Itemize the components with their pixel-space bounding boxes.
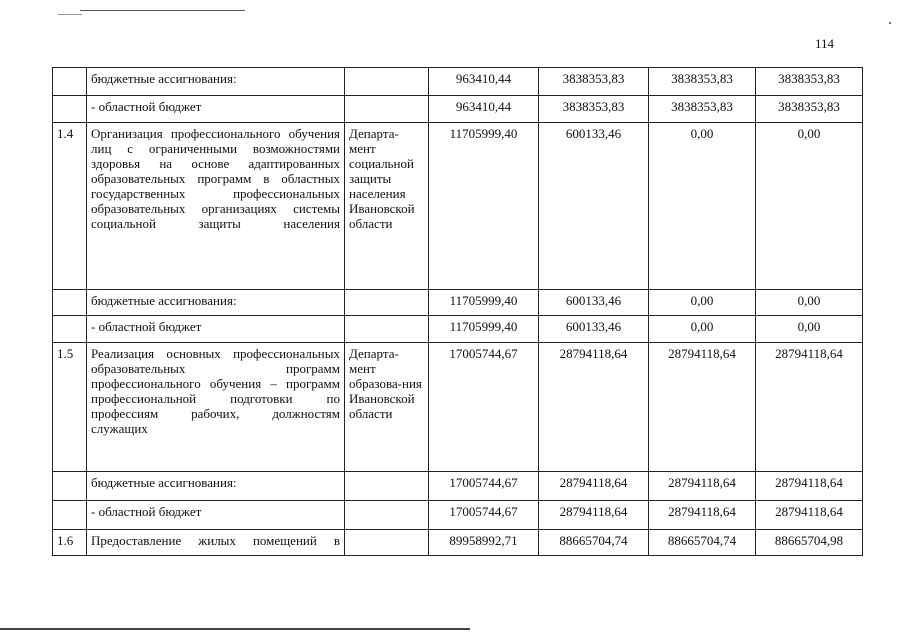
row-value-2: 28794118,64 (539, 472, 649, 501)
table-row (53, 472, 863, 501)
row-name: - областной бюджет (87, 316, 345, 343)
row-value-4: 28794118,64 (756, 343, 863, 472)
row-value-3: 0,00 (649, 316, 756, 343)
row-department (345, 316, 429, 343)
scan-mark (58, 14, 82, 15)
scan-mark (0, 628, 470, 630)
row-department (345, 472, 429, 501)
row-value-4: 3838353,83 (756, 68, 863, 96)
row-value-3: 88665704,74 (649, 530, 756, 556)
table-row (53, 343, 863, 472)
row-value-3: 28794118,64 (649, 501, 756, 530)
row-index (53, 501, 87, 530)
row-department: Департа-мент образова-ния Ивановской области (345, 343, 429, 472)
row-value-2: 28794118,64 (539, 343, 649, 472)
row-value-1: 963410,44 (429, 68, 539, 96)
table-row (53, 290, 863, 316)
row-department (345, 96, 429, 123)
row-value-3: 0,00 (649, 290, 756, 316)
scan-mark (80, 10, 245, 11)
row-index: 1.5 (53, 343, 87, 472)
row-value-4: 0,00 (756, 316, 863, 343)
row-department (345, 530, 429, 556)
row-value-2: 600133,46 (539, 316, 649, 343)
page-number: 114 (815, 36, 835, 51)
row-department: Департа-мент социальной защиты населения Ивановской области (345, 123, 429, 290)
row-value-2: 600133,46 (539, 123, 649, 290)
row-index (53, 96, 87, 123)
row-department (345, 68, 429, 96)
row-value-3: 28794118,64 (649, 472, 756, 501)
row-value-1: 17005744,67 (429, 501, 539, 530)
table-row (53, 530, 863, 556)
row-name: - областной бюджет (87, 501, 345, 530)
row-value-1: 11705999,40 (429, 316, 539, 343)
row-name: бюджетные ассигнования: (87, 290, 345, 316)
row-value-1: 963410,44 (429, 96, 539, 123)
row-value-3: 0,00 (649, 123, 756, 290)
row-department (345, 290, 429, 316)
table-row (53, 316, 863, 343)
row-index (53, 472, 87, 501)
row-value-1: 89958992,71 (429, 530, 539, 556)
row-name: Предоставление жилых помещений в (87, 530, 345, 556)
row-name: бюджетные ассигнования: (87, 68, 345, 96)
row-value-4: 0,00 (756, 290, 863, 316)
row-value-4: 3838353,83 (756, 96, 863, 123)
row-index: 1.4 (53, 123, 87, 290)
row-index: 1.6 (53, 530, 87, 556)
row-value-2: 88665704,74 (539, 530, 649, 556)
table-row (53, 96, 863, 123)
row-value-2: 3838353,83 (539, 68, 649, 96)
row-value-2: 600133,46 (539, 290, 649, 316)
row-index (53, 290, 87, 316)
budget-table (52, 67, 863, 556)
row-name: - областной бюджет (87, 96, 345, 123)
row-value-4: 28794118,64 (756, 501, 863, 530)
row-value-4: 0,00 (756, 123, 863, 290)
row-department (345, 501, 429, 530)
row-index (53, 68, 87, 96)
row-value-2: 28794118,64 (539, 501, 649, 530)
scan-mark (889, 22, 891, 24)
row-value-1: 17005744,67 (429, 343, 539, 472)
row-value-1: 11705999,40 (429, 123, 539, 290)
table-row (53, 501, 863, 530)
row-name: Реализация основных профессиональных образовательных программ профессионального обучения – программ профессиональной подготовки по профессиям рабочих, должностям служащих (87, 343, 345, 472)
row-value-3: 28794118,64 (649, 343, 756, 472)
row-value-1: 17005744,67 (429, 472, 539, 501)
row-value-4: 28794118,64 (756, 472, 863, 501)
table-row (53, 68, 863, 96)
row-value-3: 3838353,83 (649, 96, 756, 123)
row-value-4: 88665704,98 (756, 530, 863, 556)
row-name: бюджетные ассигнования: (87, 472, 345, 501)
row-index (53, 316, 87, 343)
row-value-2: 3838353,83 (539, 96, 649, 123)
table-row (53, 123, 863, 290)
row-name: Организация профессионального обучения лиц с ограниченными возможностями здоровья на основе адаптированных образовательных программ в областных государственных профессиональных образовательных организациях системы социальной защиты населения (87, 123, 345, 290)
row-value-3: 3838353,83 (649, 68, 756, 96)
row-value-1: 11705999,40 (429, 290, 539, 316)
